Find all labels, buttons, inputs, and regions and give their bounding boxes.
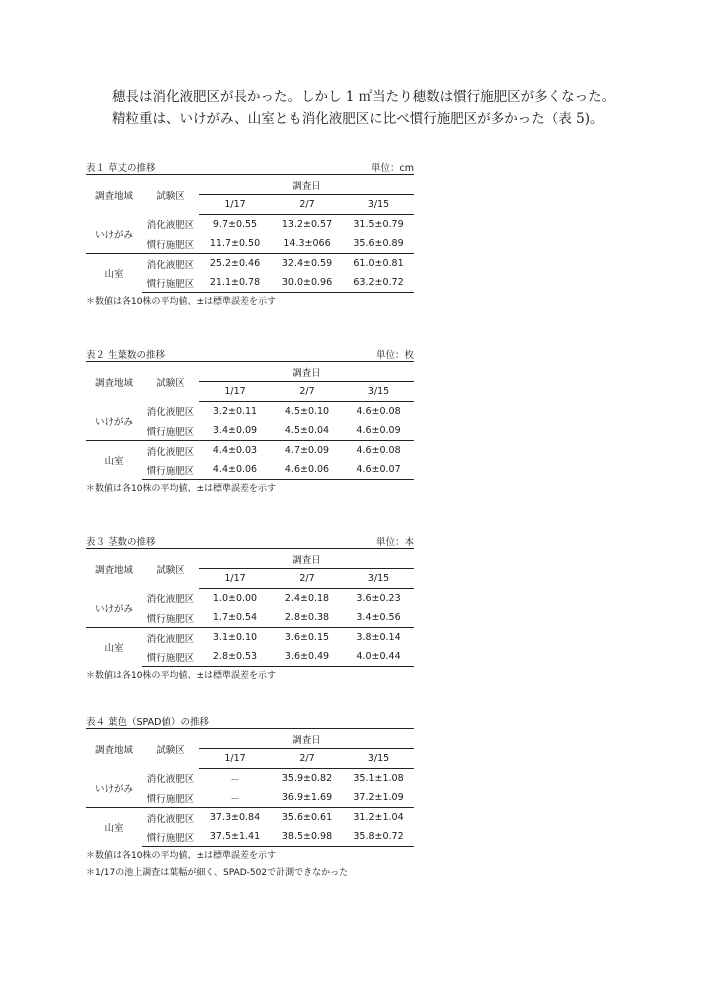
value-cell: 31.5±0.79 (353, 219, 404, 230)
value-cell: 4.4±0.06 (199, 460, 271, 480)
value-cell: 4.4±0.03 (199, 441, 271, 461)
header-date: 2/7 (271, 569, 343, 589)
table-row (86, 441, 414, 461)
table-block (86, 532, 414, 684)
value-cell: 35.6±0.89 (353, 238, 404, 249)
plot-cell: 消化液肥区 (142, 254, 199, 274)
value-cell: 35.9±0.82 (281, 773, 333, 784)
table-unit: 単位：枚 (375, 350, 414, 361)
value-cell: 36.9±1.69 (281, 792, 333, 803)
table-title: 表１ 草丈の推移 (86, 163, 156, 174)
table-title: 表４ 葉色（SPAD値）の推移 (86, 717, 209, 728)
table-header (86, 345, 414, 361)
region-cell: いけがみ (94, 783, 133, 795)
table-unit: 単位：本 (375, 537, 414, 548)
table-row (86, 808, 414, 828)
header-date: 2/7 (271, 195, 343, 215)
value-cell: 3.2±0.11 (212, 406, 258, 417)
data-table (86, 548, 414, 667)
value-cell: － (230, 774, 240, 786)
header-plot: 試験区 (142, 729, 199, 769)
value-cell: 35.1±1.08 (353, 773, 404, 784)
plot-cell: 消化液肥区 (142, 441, 199, 461)
table-note: ＊数値は各10株の平均値、±は標準誤差を示す (86, 671, 276, 681)
plot-cell: 慣行施肥区 (146, 426, 195, 438)
header-date: 1/17 (199, 195, 271, 215)
value-cell: 2.8±0.38 (284, 612, 330, 623)
header-survey-date: 調査日 (199, 549, 414, 569)
table-note: ＊1/17の池上調査は葉幅が細く、SPAD-502で計測できなかった (86, 868, 349, 878)
value-cell: 11.7±0.50 (209, 238, 261, 249)
header-date: 3/15 (343, 195, 414, 215)
table-block (86, 345, 414, 497)
plot-cell: 消化液肥区 (146, 407, 195, 419)
table-header (86, 712, 414, 728)
region-cell: いけがみ (94, 229, 133, 241)
value-cell: 4.6±0.06 (271, 460, 343, 480)
region-cell: 山室 (86, 628, 142, 667)
table-header-row (86, 729, 414, 749)
plot-cell: 慣行施肥区 (142, 273, 199, 293)
header-region: 調査地域 (86, 729, 142, 769)
header-survey-date: 調査日 (199, 729, 414, 749)
value-cell: 37.2±1.09 (353, 792, 404, 803)
header-region: 調査地域 (86, 175, 142, 215)
plot-cell: 慣行施肥区 (142, 827, 199, 847)
plot-cell: 消化液肥区 (146, 774, 195, 786)
header-date: 3/15 (343, 749, 414, 769)
table-row (86, 589, 414, 609)
table-row (86, 628, 414, 648)
value-cell: 3.6±0.15 (271, 628, 343, 648)
table-row (86, 769, 414, 789)
table-row (86, 215, 414, 235)
header-region: 調査地域 (86, 362, 142, 402)
header-region: 調査地域 (86, 549, 142, 589)
value-cell: 31.2±1.04 (343, 808, 414, 828)
intro-line-2: 精粒重は、いけがみ、山室とも消化液肥区に比べ慣行施肥区が多かった（表 5)。 (112, 111, 604, 127)
value-cell: 4.6±0.08 (356, 406, 401, 417)
value-cell: 3.1±0.10 (199, 628, 271, 648)
value-cell: 4.7±0.09 (271, 441, 343, 461)
table-header-row (86, 362, 414, 382)
value-cell: 63.2±0.72 (343, 273, 414, 293)
header-date: 3/15 (343, 569, 414, 589)
table-note: ＊数値は各10株の平均値、±は標準誤差を示す (86, 484, 276, 494)
value-cell: 3.4±0.09 (212, 425, 258, 436)
table-row (86, 402, 414, 422)
plot-cell: 消化液肥区 (142, 628, 199, 648)
value-cell: 4.6±0.09 (356, 425, 401, 436)
plot-cell: 消化液肥区 (146, 220, 195, 232)
table-block (86, 158, 414, 310)
region-cell: いけがみ (94, 416, 133, 428)
header-plot: 試験区 (142, 175, 199, 215)
header-survey-date: 調査日 (199, 362, 414, 382)
value-cell: － (230, 793, 240, 805)
value-cell: 4.6±0.08 (343, 441, 414, 461)
data-table (86, 174, 414, 293)
table-header (86, 158, 414, 174)
value-cell: 13.2±0.57 (281, 219, 333, 230)
header-date: 1/17 (199, 749, 271, 769)
value-cell: 1.0±0.00 (212, 593, 258, 604)
value-cell: 35.6±0.61 (271, 808, 343, 828)
value-cell: 3.4±0.56 (356, 612, 401, 623)
value-cell: 1.7±0.54 (212, 612, 258, 623)
value-cell: 9.7±0.55 (212, 219, 258, 230)
table-note: ＊数値は各10株の平均値、±は標準誤差を示す (86, 297, 276, 307)
value-cell: 37.3±0.84 (199, 808, 271, 828)
value-cell: 30.0±0.96 (271, 273, 343, 293)
value-cell: 3.6±0.23 (356, 593, 401, 604)
region-cell: 山室 (86, 254, 142, 293)
table-title: 表３ 茎数の推移 (86, 537, 156, 548)
plot-cell: 慣行施肥区 (146, 239, 195, 251)
table-unit: 単位：cm (371, 163, 414, 174)
value-cell: 14.3±066 (283, 238, 331, 249)
value-cell: 3.8±0.14 (343, 628, 414, 648)
plot-cell: 慣行施肥区 (146, 613, 195, 625)
value-cell: 32.4±0.59 (271, 254, 343, 274)
header-date: 1/17 (199, 382, 271, 402)
region-cell: 山室 (86, 441, 142, 480)
value-cell: 4.0±0.44 (343, 647, 414, 667)
table-header-row (86, 175, 414, 195)
value-cell: 3.6±0.49 (271, 647, 343, 667)
value-cell: 2.8±0.53 (199, 647, 271, 667)
table-title: 表２ 生葉数の推移 (86, 350, 166, 361)
region-cell: 山室 (86, 808, 142, 847)
header-survey-date: 調査日 (199, 175, 414, 195)
intro-paragraph (112, 86, 672, 130)
header-date: 2/7 (271, 382, 343, 402)
header-plot: 試験区 (142, 362, 199, 402)
table-header-row (86, 549, 414, 569)
plot-cell: 消化液肥区 (146, 594, 195, 606)
header-date: 1/17 (199, 569, 271, 589)
value-cell: 25.2±0.46 (199, 254, 271, 274)
plot-cell: 慣行施肥区 (146, 793, 195, 805)
value-cell: 4.6±0.07 (343, 460, 414, 480)
value-cell: 37.5±1.41 (199, 827, 271, 847)
header-date: 3/15 (343, 382, 414, 402)
value-cell: 4.5±0.04 (284, 425, 330, 436)
plot-cell: 慣行施肥区 (142, 460, 199, 480)
plot-cell: 慣行施肥区 (142, 647, 199, 667)
table-row (86, 254, 414, 274)
value-cell: 4.5±0.10 (284, 406, 330, 417)
table-header (86, 532, 414, 548)
value-cell: 61.0±0.81 (343, 254, 414, 274)
header-plot: 試験区 (142, 549, 199, 589)
plot-cell: 消化液肥区 (142, 808, 199, 828)
intro-line-1: 穂長は消化液肥区が長かった。しかし 1 ㎡当たり穂数は慣行施肥区が多くなった。 (112, 89, 616, 105)
value-cell: 21.1±0.78 (199, 273, 271, 293)
value-cell: 38.5±0.98 (271, 827, 343, 847)
value-cell: 35.8±0.72 (343, 827, 414, 847)
value-cell: 2.4±0.18 (284, 593, 330, 604)
data-table (86, 728, 414, 847)
data-table (86, 361, 414, 480)
header-date: 2/7 (271, 749, 343, 769)
table-block (86, 712, 414, 881)
table-note: ＊数値は各10株の平均値、±は標準誤差を示す (86, 851, 276, 861)
region-cell: いけがみ (94, 603, 133, 615)
